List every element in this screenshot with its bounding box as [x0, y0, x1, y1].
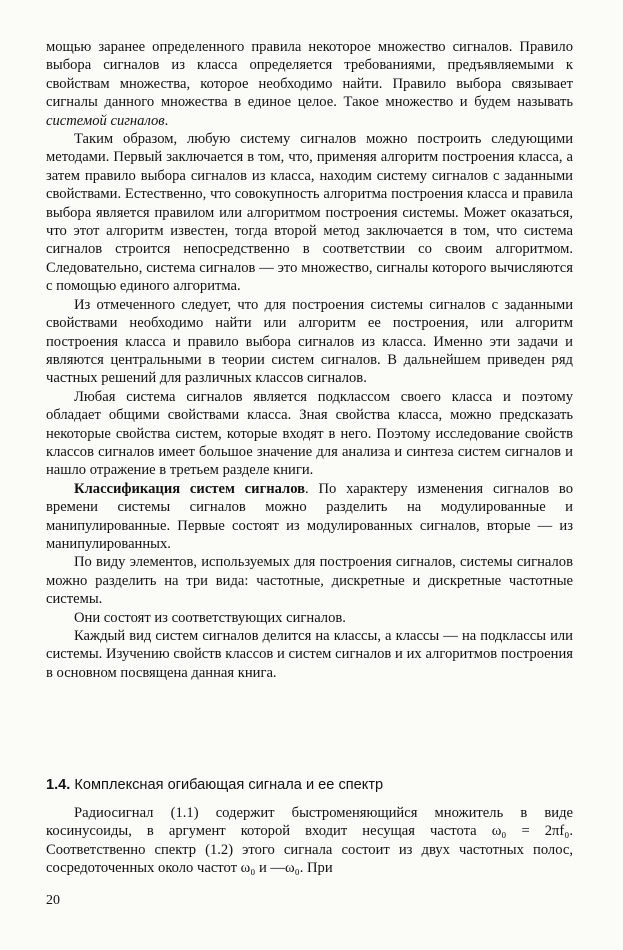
section-text [46, 804, 573, 878]
paragraph-5 [46, 480, 573, 554]
section-heading [46, 776, 573, 794]
paragraph-1-text: мощью заранее определенного правила некоторое множество сигналов. Правило выбора сигналов из класса определяется требованиями, предъявляемыми к свойствам множества, которое необходимо найти. Правило выбора связывает сигналы данного множества в единое целое. Такое множество и будем называть [46, 39, 573, 111]
paragraph-1 [46, 38, 573, 130]
body-text [46, 38, 573, 682]
paragraph-7: Они состоят из соответствующих сигналов. [74, 609, 346, 626]
paragraph-8: Каждый вид систем сигналов делится на классы, а классы — на подклассы или системы. Изучению свойств классов и систем сигналов и их алгоритмов построения в основном посвящена данная книга. [46, 628, 573, 681]
section-number: 1.4. [46, 777, 71, 793]
section-paragraph: Радиосигнал (1.1) содержит быстроменяющийся множитель в виде косинусоиды, в аргумент которой входит несущая частота ω₀ = 2πf₀. Соответственно спектр (1.2) этого сигнала состоит из двух частотных полос, сосредоточенных около частот ω₀ и —ω₀. При [46, 805, 573, 877]
paragraph-2: Таким образом, любую систему сигналов можно построить следующими методами. Первый заключается в том, что, применяя алгоритм построения класса, а затем правило выбора сигналов из класса, находим систему сигналов с заданными свойствами. Естественно, что совокупность алгоритма построения класса и правила выбора является правилом или алгоритмом построения системы. Может оказаться, что этот алгоритм известен, тогда второй метод заключается в том, что система сигналов строится непосредственно в соответствии со своим алгоритмом. Следовательно, система сигналов — это множество, сигналы которого вычисляются с помощью единого алгоритма. [46, 131, 573, 295]
paragraph-3: Из отмеченного следует, что для построения системы сигналов с заданными свойствами необходимо найти или алгоритм ее построения, или алгоритм построения класса и правило выбора сигналов из класса. Именно эти задачи и являются центральными в теории систем сигналов. В дальнейшем приведен ряд частных решений для различных классов сигналов. [46, 296, 573, 387]
paragraph-5-text: . По характеру изменения сигналов во времени системы сигналов можно разделить на модулированные и манипулированные. Первые состоят из модулированных сигналов, вторые — из манипулированных. [46, 480, 574, 552]
section-title: Комплексная огибающая сигнала и ее спектр [74, 777, 384, 793]
page-number: 20 [46, 893, 60, 908]
paragraph-6: По виду элементов, используемых для построения сигналов, системы сигналов можно разделить на три вида: частотные, дискретные и дискретные частотные системы. [46, 554, 573, 608]
italic-term: системой сигналов [46, 112, 165, 129]
paragraph-4: Любая система сигналов является подклассом своего класса и поэтому обладает общими свойствами класса. Зная свойства класса, можно предсказать некоторые свойства систем, которые входят в него. Поэтому исследование свойств классов сигналов имеет большое значение для анализа и синтеза систем сигналов и нашло отражение в третьем разделе книги. [46, 388, 573, 479]
bold-subheading: Классификация систем сигналов [74, 480, 306, 497]
paragraph-1-tail: . [164, 112, 169, 129]
